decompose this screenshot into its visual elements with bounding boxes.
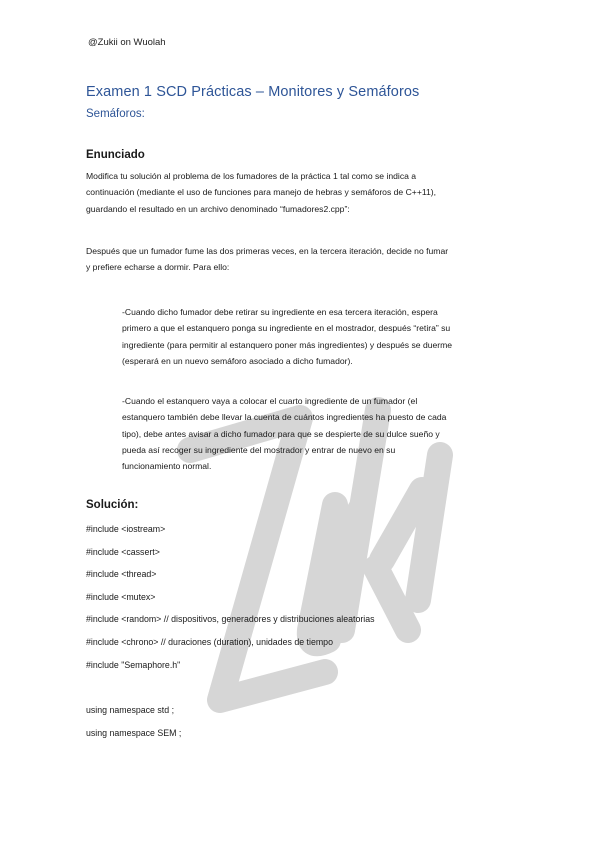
code-line: #include <iostream>: [86, 524, 166, 534]
author-credit: @Zukii on Wuolah: [88, 37, 166, 48]
paragraph-line: Modifica tu solución al problema de los fumadores de la práctica 1 tal como se indica a: [86, 171, 417, 181]
paragraph-line: Después que un fumador fume las dos primeras veces, en la tercera iteración, decide no fumar: [86, 246, 449, 256]
page-title: Examen 1 SCD Prácticas – Monitores y Semáforos: [86, 84, 420, 100]
solucion-heading: Solución:: [86, 499, 139, 511]
code-line: using namespace SEM ;: [86, 728, 182, 738]
page-subtitle: Semáforos:: [86, 108, 145, 120]
code-line: #include <cassert>: [86, 547, 160, 557]
paragraph-line: -Cuando dicho fumador debe retirar su ingrediente en esa tercera iteración, espera: [122, 307, 438, 317]
code-line: #include <random> // dispositivos, generadores y distribuciones aleatorias: [86, 614, 375, 624]
paragraph-line: tipo), debe antes avisar a dicho fumador para que se despierte de su dulce sueño y: [122, 428, 440, 439]
paragraph-line: y prefiere echarse a dormir. Para ello:: [86, 262, 230, 273]
paragraph-line: funcionamiento normal.: [122, 461, 212, 472]
paragraph-line: continuación (mediante el uso de funciones para manejo de hebras y semáforos de C++11),: [86, 187, 437, 198]
paragraph-line: ingrediente (para permitir al estanquero poner más ingredientes) y después se duerme: [122, 339, 453, 350]
context-paragraph: [86, 243, 448, 276]
paragraph-line: primero a que el estanquero ponga su ingrediente en el mostrador, después “retira” su: [122, 323, 451, 334]
intro-paragraph: [86, 168, 436, 217]
paragraph-line: -Cuando el estanquero vaya a colocar el cuarto ingrediente de un fumador (el: [122, 396, 418, 406]
paragraph-line: (esperará en un nuevo semáforo asociado a dicho fumador).: [122, 355, 353, 366]
paragraph-line: pueda así recoger su ingrediente del mostrador y entrar de nuevo en su: [122, 444, 396, 455]
code-line: #include <thread>: [86, 569, 157, 579]
code-line: using namespace std ;: [86, 705, 175, 715]
code-line: #include <mutex>: [86, 592, 156, 602]
code-line: #include <chrono> // duraciones (duration), unidades de tiempo: [86, 637, 333, 647]
paragraph-line: estanquero también debe llevar la cuenta de cuántos ingredientes ha puesto de cada: [122, 412, 447, 423]
bullet-paragraph-1: [122, 304, 452, 369]
code-line: #include "Semaphore.h": [86, 660, 181, 670]
paragraph-line: guardando el resultado en un archivo denominado “fumadores2.cpp”:: [86, 203, 350, 214]
bullet-paragraph-2: [122, 393, 446, 474]
enunciado-heading: Enunciado: [86, 149, 145, 161]
